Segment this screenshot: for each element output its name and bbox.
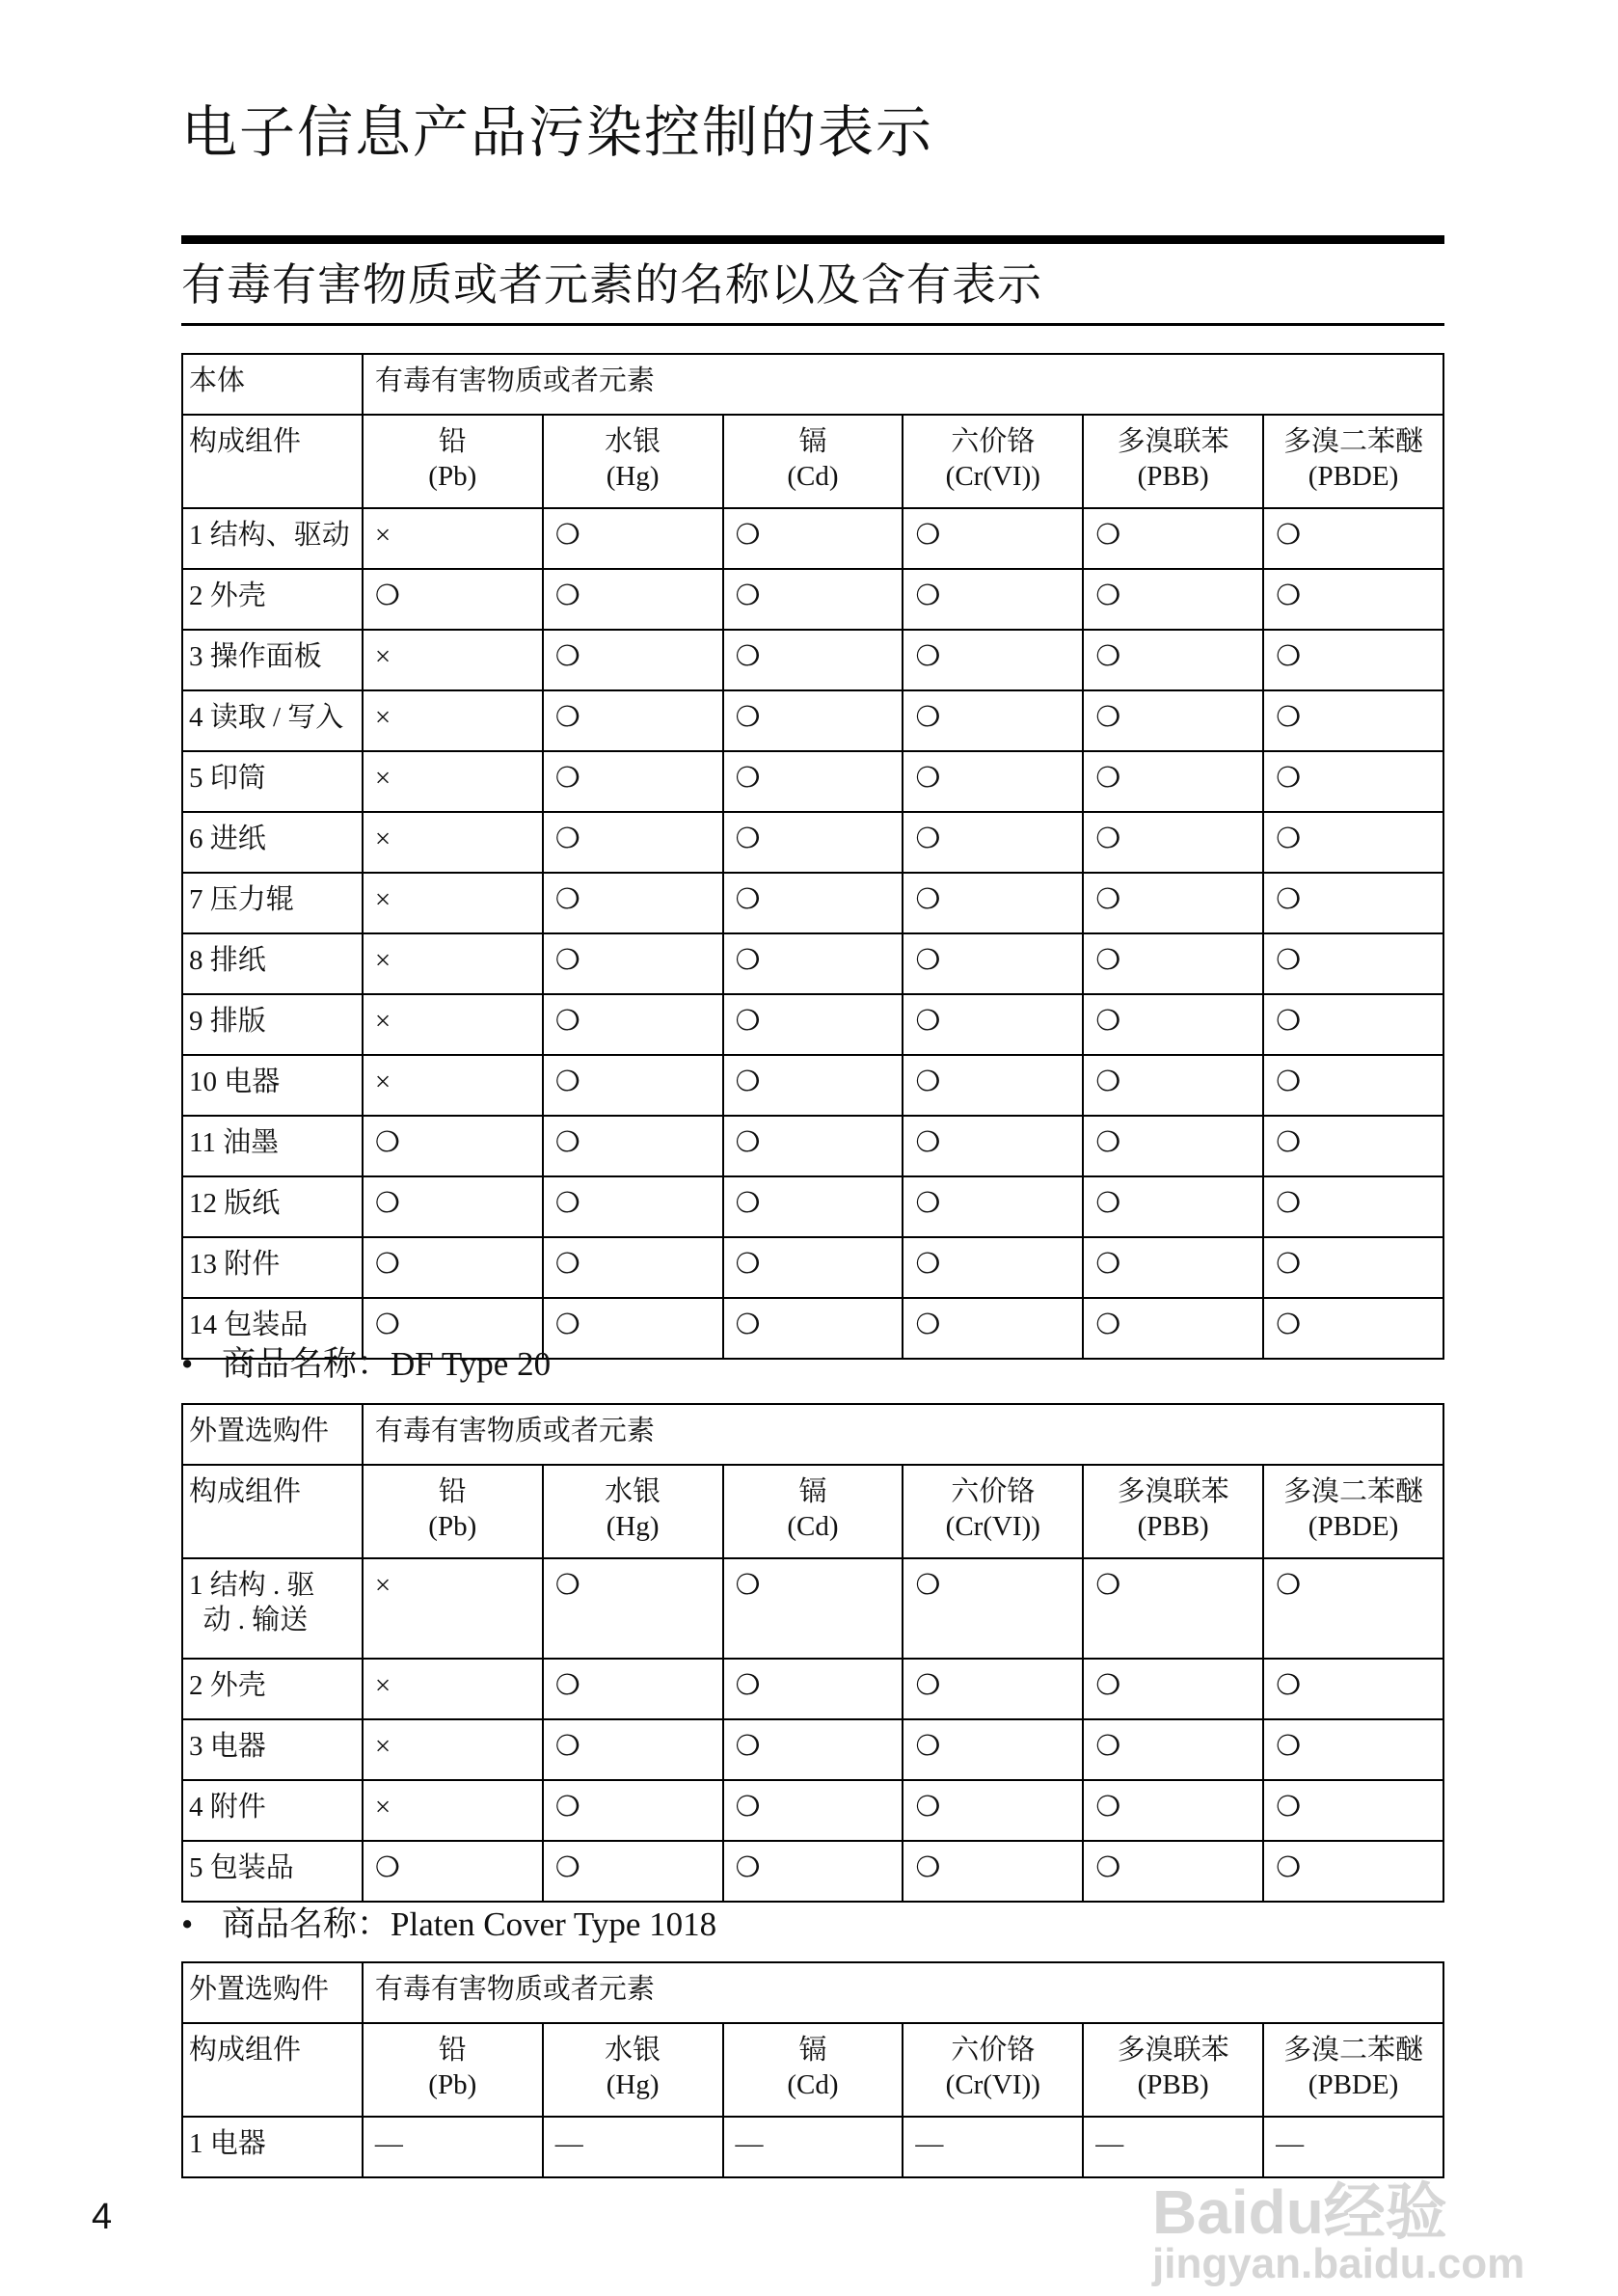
substance-mark: ❍	[363, 1841, 543, 1902]
substance-mark: ❍	[1263, 812, 1443, 873]
substance-mark: ×	[363, 1055, 543, 1116]
section-rule	[181, 323, 1444, 326]
substance-mark: ×	[363, 1719, 543, 1780]
substance-mark: ❍	[1083, 873, 1263, 933]
substance-mark: ❍	[543, 1116, 723, 1176]
substance-mark: —	[1083, 2117, 1263, 2177]
column-header: 铅 (Pb)	[363, 2023, 543, 2117]
substance-mark: ❍	[723, 690, 903, 751]
substance-mark: ❍	[903, 1659, 1083, 1719]
product-name: 商品名称：Platen Cover Type 1018	[222, 1905, 717, 1943]
substance-mark: ❍	[723, 1237, 903, 1298]
substance-mark: ❍	[723, 1176, 903, 1237]
header-row	[182, 1404, 1443, 1465]
column-header: 多溴二苯醚 (PBDE)	[1263, 415, 1443, 508]
component-name: 5 包装品	[182, 1841, 363, 1902]
column-header: 水银 (Hg)	[543, 2023, 723, 2117]
substance-mark: ❍	[543, 1298, 723, 1359]
substance-mark: ❍	[903, 1780, 1083, 1841]
substance-mark: ❍	[1263, 1298, 1443, 1359]
component-name: 4 附件	[182, 1780, 363, 1841]
substance-mark: ❍	[543, 1237, 723, 1298]
component-name: 13 附件	[182, 1237, 363, 1298]
column-header-row	[182, 1465, 1443, 1558]
substance-mark: ❍	[723, 1298, 903, 1359]
substance-mark: ❍	[1083, 1659, 1263, 1719]
component-name: 3 操作面板	[182, 630, 363, 690]
substance-mark: ❍	[1263, 1841, 1443, 1902]
substance-mark: ❍	[363, 569, 543, 630]
corner-header: 本体	[182, 354, 363, 415]
substance-mark: ❍	[1083, 1719, 1263, 1780]
substance-mark: ❍	[1263, 1176, 1443, 1237]
component-name: 2 外壳	[182, 569, 363, 630]
substance-mark: ❍	[723, 1116, 903, 1176]
substance-mark: ❍	[1083, 569, 1263, 630]
substance-mark: ❍	[1083, 1780, 1263, 1841]
substances-header: 有毒有害物质或者元素	[363, 1404, 1443, 1465]
table-row	[182, 630, 1443, 690]
table-row	[182, 1841, 1443, 1902]
substance-mark: ❍	[1263, 569, 1443, 630]
table-row	[182, 569, 1443, 630]
product-name: 商品名称：DF Type 20	[222, 1345, 552, 1383]
substance-mark: ❍	[1083, 630, 1263, 690]
table-row	[182, 508, 1443, 569]
substance-mark: ❍	[543, 812, 723, 873]
substance-mark: ❍	[543, 1659, 723, 1719]
component-header: 构成组件	[182, 415, 363, 508]
column-header: 镉 (Cd)	[723, 2023, 903, 2117]
substance-mark: ❍	[1263, 933, 1443, 994]
substance-mark: ❍	[903, 933, 1083, 994]
substance-mark: ×	[363, 994, 543, 1055]
substance-mark: ❍	[903, 1176, 1083, 1237]
substance-mark: ×	[363, 751, 543, 812]
substance-mark: ❍	[723, 1841, 903, 1902]
table-row	[182, 1558, 1443, 1659]
substance-mark: ❍	[903, 1558, 1083, 1659]
substance-mark: ×	[363, 630, 543, 690]
substance-mark: ❍	[1263, 994, 1443, 1055]
substance-mark: ❍	[1263, 1780, 1443, 1841]
table-row	[182, 812, 1443, 873]
substance-mark: ❍	[723, 1780, 903, 1841]
column-header: 镉 (Cd)	[723, 1465, 903, 1558]
substance-mark: ×	[363, 933, 543, 994]
substance-mark: ❍	[903, 751, 1083, 812]
page-number: 4	[92, 2197, 113, 2237]
substance-mark: ❍	[723, 933, 903, 994]
substance-mark: ❍	[1263, 751, 1443, 812]
product-name-bullet: • 商品名称：Platen Cover Type 1018	[181, 1905, 717, 1943]
corner-header: 外置选购件	[182, 1404, 363, 1465]
page-title: 电子信息产品污染控制的表示	[181, 99, 934, 165]
substance-mark: ❍	[543, 1841, 723, 1902]
column-header: 水银 (Hg)	[543, 1465, 723, 1558]
table-row	[182, 1176, 1443, 1237]
component-name: 14 包装品	[182, 1298, 363, 1359]
component-name: 9 排版	[182, 994, 363, 1055]
table-row	[182, 933, 1443, 994]
table-row	[182, 1659, 1443, 1719]
substance-mark: ❍	[363, 1298, 543, 1359]
header-row	[182, 354, 1443, 415]
substance-mark: —	[363, 2117, 543, 2177]
substance-mark: ❍	[543, 508, 723, 569]
component-name: 7 压力辊	[182, 873, 363, 933]
column-header: 多溴联苯 (PBB)	[1083, 2023, 1263, 2117]
main-unit-table	[181, 353, 1444, 1360]
component-name: 3 电器	[182, 1719, 363, 1780]
watermark-brand: Baidu经验	[1152, 2177, 1447, 2247]
substance-mark: ❍	[543, 1780, 723, 1841]
table-row	[182, 690, 1443, 751]
substance-mark: ❍	[363, 1116, 543, 1176]
substance-mark: ❍	[1083, 508, 1263, 569]
substance-mark: ❍	[903, 1116, 1083, 1176]
substance-mark: ❍	[723, 569, 903, 630]
component-name: 2 外壳	[182, 1659, 363, 1719]
substance-mark: ❍	[1263, 1237, 1443, 1298]
column-header: 多溴联苯 (PBB)	[1083, 1465, 1263, 1558]
substance-mark: ❍	[903, 873, 1083, 933]
substance-mark: ×	[363, 508, 543, 569]
component-name: 1 电器	[182, 2117, 363, 2177]
substance-mark: ❍	[363, 1176, 543, 1237]
substance-mark: ❍	[543, 569, 723, 630]
substance-mark: ❍	[723, 630, 903, 690]
substance-mark: ❍	[903, 508, 1083, 569]
substance-mark: ❍	[1083, 1298, 1263, 1359]
substance-mark: —	[1263, 2117, 1443, 2177]
product-name-bullet: • 商品名称：DF Type 20	[181, 1345, 552, 1383]
column-header: 六价铬 (Cr(VI))	[903, 1465, 1083, 1558]
substance-mark: ❍	[723, 751, 903, 812]
table-row	[182, 751, 1443, 812]
substance-mark: ❍	[723, 873, 903, 933]
table-row	[182, 2117, 1443, 2177]
substance-mark: ❍	[1263, 508, 1443, 569]
component-name: 11 油墨	[182, 1116, 363, 1176]
substance-mark: ❍	[903, 1237, 1083, 1298]
substance-mark: —	[543, 2117, 723, 2177]
title-rule	[181, 235, 1444, 244]
substance-mark: ❍	[1083, 812, 1263, 873]
component-name: 1 结构 . 驱 动 . 输送	[182, 1558, 363, 1659]
substance-mark: ❍	[1083, 1841, 1263, 1902]
table-row	[182, 1237, 1443, 1298]
substance-mark: —	[903, 2117, 1083, 2177]
substance-mark: ❍	[903, 812, 1083, 873]
substance-mark: ×	[363, 812, 543, 873]
substance-mark: ❍	[1263, 690, 1443, 751]
column-header: 多溴联苯 (PBB)	[1083, 415, 1263, 508]
substance-mark: ❍	[903, 1719, 1083, 1780]
substance-mark: ❍	[723, 1719, 903, 1780]
substance-mark: ❍	[1263, 873, 1443, 933]
substance-mark: ❍	[1083, 1558, 1263, 1659]
substances-header: 有毒有害物质或者元素	[363, 1962, 1443, 2023]
substance-mark: ❍	[1083, 933, 1263, 994]
substance-mark: ❍	[1263, 1659, 1443, 1719]
table-row	[182, 1116, 1443, 1176]
substance-mark: ❍	[1083, 751, 1263, 812]
substance-mark: ❍	[1083, 1176, 1263, 1237]
substance-mark: ❍	[903, 1055, 1083, 1116]
substance-mark: ❍	[543, 994, 723, 1055]
substance-mark: ❍	[1083, 1116, 1263, 1176]
substance-mark: ❍	[543, 751, 723, 812]
substance-mark: ❍	[543, 1176, 723, 1237]
column-header-row	[182, 2023, 1443, 2117]
column-header: 铅 (Pb)	[363, 1465, 543, 1558]
column-header: 六价铬 (Cr(VI))	[903, 2023, 1083, 2117]
substance-mark: ❍	[903, 569, 1083, 630]
table-row	[182, 1055, 1443, 1116]
watermark-logo	[1152, 2177, 1525, 2287]
substance-mark: ×	[363, 1659, 543, 1719]
substance-mark: ❍	[1263, 1055, 1443, 1116]
platen-cover-table	[181, 1961, 1444, 2178]
component-name: 8 排纸	[182, 933, 363, 994]
substance-mark: ❍	[1263, 630, 1443, 690]
substance-mark: ×	[363, 690, 543, 751]
column-header: 铅 (Pb)	[363, 415, 543, 508]
substance-mark: ❍	[1083, 1237, 1263, 1298]
component-name: 12 版纸	[182, 1176, 363, 1237]
column-header: 多溴二苯醚 (PBDE)	[1263, 1465, 1443, 1558]
substance-mark: ❍	[1263, 1116, 1443, 1176]
substance-mark: ❍	[723, 1055, 903, 1116]
substance-mark: ❍	[723, 994, 903, 1055]
substance-mark: ×	[363, 873, 543, 933]
substance-mark: ❍	[903, 1841, 1083, 1902]
substance-mark: ❍	[543, 630, 723, 690]
table-row	[182, 1780, 1443, 1841]
component-name: 1 结构、驱动	[182, 508, 363, 569]
substance-mark: ❍	[1083, 690, 1263, 751]
section-title: 有毒有害物质或者元素的名称以及含有表示	[181, 258, 1042, 311]
component-name: 5 印筒	[182, 751, 363, 812]
table-row	[182, 1719, 1443, 1780]
df-type-20-table	[181, 1403, 1444, 1903]
substance-mark: ❍	[1083, 994, 1263, 1055]
component-name: 4 读取 / 写入	[182, 690, 363, 751]
column-header: 多溴二苯醚 (PBDE)	[1263, 2023, 1443, 2117]
header-row	[182, 1962, 1443, 2023]
component-header: 构成组件	[182, 2023, 363, 2117]
substance-mark: ❍	[723, 1558, 903, 1659]
substance-mark: ❍	[543, 933, 723, 994]
column-header: 水银 (Hg)	[543, 415, 723, 508]
substance-mark: ❍	[723, 1659, 903, 1719]
table-row	[182, 994, 1443, 1055]
substance-mark: ❍	[543, 873, 723, 933]
component-name: 6 进纸	[182, 812, 363, 873]
component-name: 10 电器	[182, 1055, 363, 1116]
substance-mark: ❍	[543, 1558, 723, 1659]
substance-mark: —	[723, 2117, 903, 2177]
substance-mark: ❍	[363, 1237, 543, 1298]
substance-mark: ×	[363, 1780, 543, 1841]
substance-mark: ❍	[903, 690, 1083, 751]
substance-mark: ❍	[903, 1298, 1083, 1359]
substance-mark: ❍	[1263, 1719, 1443, 1780]
column-header: 六价铬 (Cr(VI))	[903, 415, 1083, 508]
column-header-row	[182, 415, 1443, 508]
watermark-url: jingyan.baidu.com	[1152, 2240, 1525, 2287]
table-row	[182, 873, 1443, 933]
substance-mark: ❍	[723, 508, 903, 569]
substance-mark: ❍	[1083, 1055, 1263, 1116]
substance-mark: ❍	[543, 1055, 723, 1116]
substance-mark: ❍	[1263, 1558, 1443, 1659]
substance-mark: ❍	[903, 630, 1083, 690]
corner-header: 外置选购件	[182, 1962, 363, 2023]
substance-mark: ❍	[543, 1719, 723, 1780]
substance-mark: ❍	[543, 690, 723, 751]
substances-header: 有毒有害物质或者元素	[363, 354, 1443, 415]
column-header: 镉 (Cd)	[723, 415, 903, 508]
substance-mark: ×	[363, 1558, 543, 1659]
substance-mark: ❍	[903, 994, 1083, 1055]
component-header: 构成组件	[182, 1465, 363, 1558]
substance-mark: ❍	[723, 812, 903, 873]
